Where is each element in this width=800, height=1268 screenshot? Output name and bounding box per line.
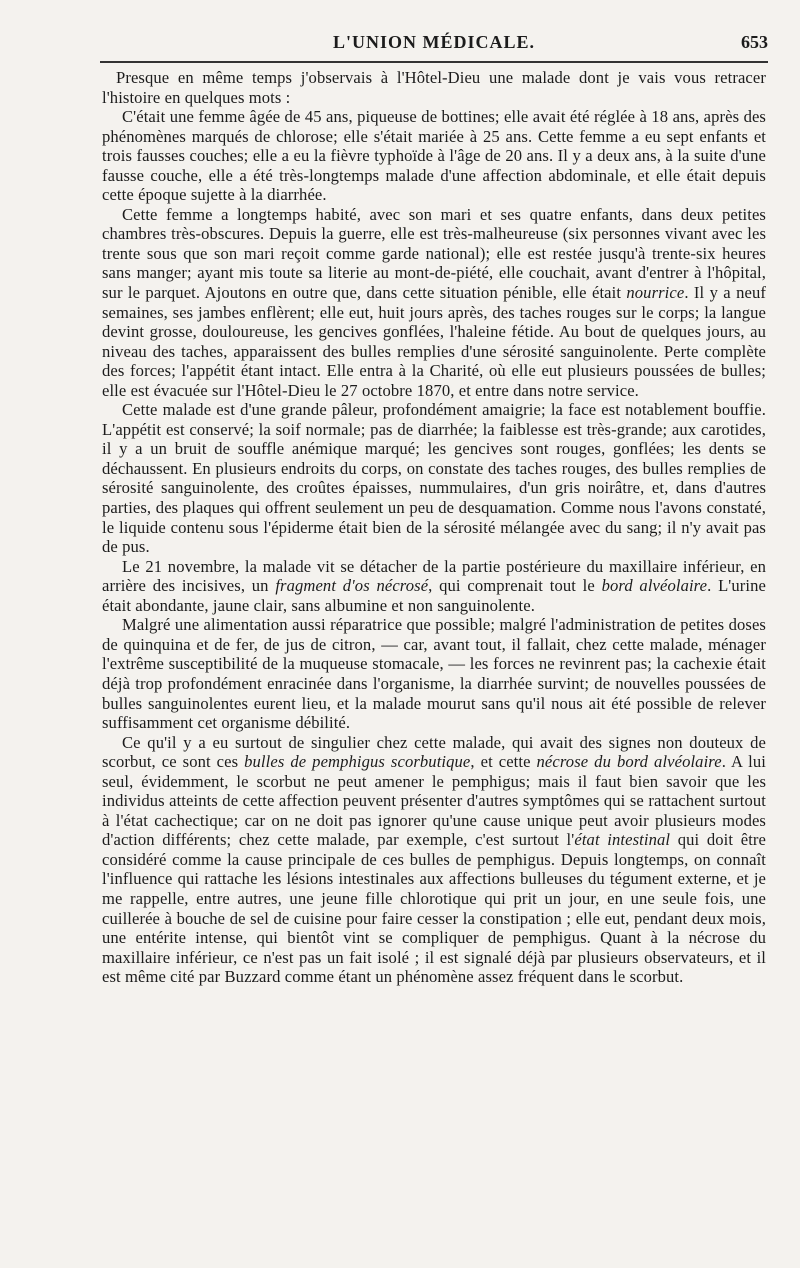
page-number: 653 bbox=[741, 32, 768, 52]
journal-title: L'UNION MÉDICALE. bbox=[332, 32, 536, 52]
italic-text: nourrice bbox=[626, 283, 685, 303]
paragraph-text: , et cette bbox=[470, 752, 537, 772]
paragraph-text: Cette malade est d'une grande pâleur, profondément amaigrie; la face est notablement bouffie. L'appétit est conservé; la soif normale; pas de diarrhée; la faiblesse est très-grande; aux carotides, il y a un bruit de souffle anémique marqué; les gencives sont rouges, gonflées; les dents se déchaussent. En plusieurs endroits du corps, on constate des taches rouges, des bulles remplies de sérosité sanguinolente, des croûtes épaisses, nummulaires, d'un gris noirâtre, et, dans d'autres parties, des plaques qui offrent seulement un peu de desquamation. Comme nous l'avons constaté, le liquide contenu sous l'épiderme était bien de la sérosité mélangée avec du sang; il n'y avait pas de pus. bbox=[102, 400, 766, 557]
italic-text: état intestinal bbox=[574, 830, 671, 850]
paragraph bbox=[102, 68, 766, 107]
paragraph-text: . Il y a neuf semaines, ses jambes enflèrent; elle eut, huit jours après, des taches rouges sur le corps; la langue devint grosse, douloureuse, les gencives gonflées, l'haleine fétide. Au bout de quelques jours, au niveau des taches, apparaissent des bulles remplies d'une sérosité sanguinolente. Perte complète des forces; l'appétit étant intact. Elle entra à la Charité, où elle eut plusieurs poussées de bulles; elle est évacuée sur l'Hôtel-Dieu le 27 octobre 1870, et entre dans notre service. bbox=[102, 283, 766, 400]
paragraph-text: Malgré une alimentation aussi réparatrice que possible; malgré l'administration de petites doses de quinquina et de fer, de jus de citron, — car, avant tout, il fallait, chez cette malade, ménager l'extrême susceptibilité de la muqueuse stomacale, — les forces ne revinrent pas; la cachexie était déjà trop profondément enracinée dans l'organisme, la diarrhée survint; de nouvelles poussées de bulles sanguinolentes eurent lieu, et la malade mourut sans qu'il nous ait été possible de relever suffisamment cet organisme débilité. bbox=[102, 615, 766, 733]
paragraph bbox=[102, 557, 766, 616]
article-body bbox=[102, 68, 766, 987]
paragraph-text: Presque en même temps j'observais à l'Hôtel-Dieu une malade dont je vais vous retracer l'histoire en quelques mots : bbox=[102, 68, 766, 107]
paragraph-text: C'était une femme âgée de 45 ans, piqueuse de bottines; elle avait été réglée à 18 ans, après des phénomènes marqués de chlorose; elle s'était mariée à 25 ans. Cette femme a eu sept enfants et trois fausses couches; elle a eu la fièvre typhoïde à l'âge de 20 ans. Il y a deux ans, à la suite d'une fausse couche, elle a été très-longtemps malade d'une affection abdominale, et elle était depuis cette époque sujette à la diarrhée. bbox=[102, 107, 766, 205]
paragraph-text: Ce qu'il y a eu surtout de singulier chez cette malade, qui avait des signes non douteux de scorbut, ce sont ces bbox=[102, 732, 766, 772]
paragraph bbox=[102, 205, 766, 400]
running-header bbox=[100, 32, 768, 60]
header-rule bbox=[100, 61, 768, 63]
paragraph-text: . L'urine était abondante, jaune clair, sans albumine et non sanguinolente. bbox=[102, 576, 766, 615]
paragraph-text: qui doit être considéré comme la cause principale de ces bulles de pemphigus. Depuis longtemps, on connaît l'influence qui rattache les lésions intestinales aux affections bulleuses du tégument externe, et je me rappelle, entre autres, une jeune fille chlorotique qui prit un jour, en une seule fois, une cuillerée à bouche de sel de cuisine pour faire cesser la constipation ; elle eut, pendant deux mois, une entérite intense, qui bientôt vint se compliquer de pemphigus. Quant à la nécrose du maxillaire inférieur, ce n'est pas un fait isolé ; il est signalé déjà par plusieurs observateurs, et il est même cité par Buzzard comme étant un phénomène assez fréquent dans le scorbut. bbox=[102, 830, 767, 987]
italic-text: bulles de pemphigus scorbutique bbox=[244, 752, 471, 772]
paragraph-text: Cette femme a longtemps habité, avec son mari et ses quatre enfants, dans deux petites chambres très-obscures. Depuis la guerre, elle est très-malheureuse (six personnes vivant avec les trente sous que son mari reçoit comme garde national); elle est restée jusqu'à trente-six heures sans manger; ayant mis toute sa literie au mont-de-piété, elle couchait, avant d'entrer à l'hôpital, sur le parquet. Ajoutons en outre que, dans cette situation pénible, elle était bbox=[102, 204, 766, 303]
paragraph bbox=[102, 107, 766, 205]
italic-text: bord alvéolaire bbox=[601, 576, 708, 596]
paragraph bbox=[102, 615, 766, 732]
paragraph bbox=[102, 400, 766, 556]
paragraph bbox=[102, 733, 766, 987]
paragraph-text: . A lui seul, évidemment, le scorbut ne peut amener le pemphigus; mais il faut bien savoir que les individus atteints de cette affection peuvent présenter d'autres symptômes qui se rattachent surtout à l'état cachectique; car on ne doit pas ignorer qu'une cause unique peut avoir plusieurs modes d'action différents; chez cette malade, par exemple, c'est surtout l' bbox=[102, 752, 766, 850]
paragraph-text: Le 21 novembre, la malade vit se détacher de la partie postérieure du maxillaire inférieur, en arrière des incisives, un bbox=[102, 556, 766, 596]
italic-text: fragment d'os nécrosé bbox=[275, 576, 429, 596]
paragraph-text: , qui comprenait tout le bbox=[428, 576, 602, 596]
italic-text: nécrose du bord alvéolaire bbox=[536, 752, 722, 772]
